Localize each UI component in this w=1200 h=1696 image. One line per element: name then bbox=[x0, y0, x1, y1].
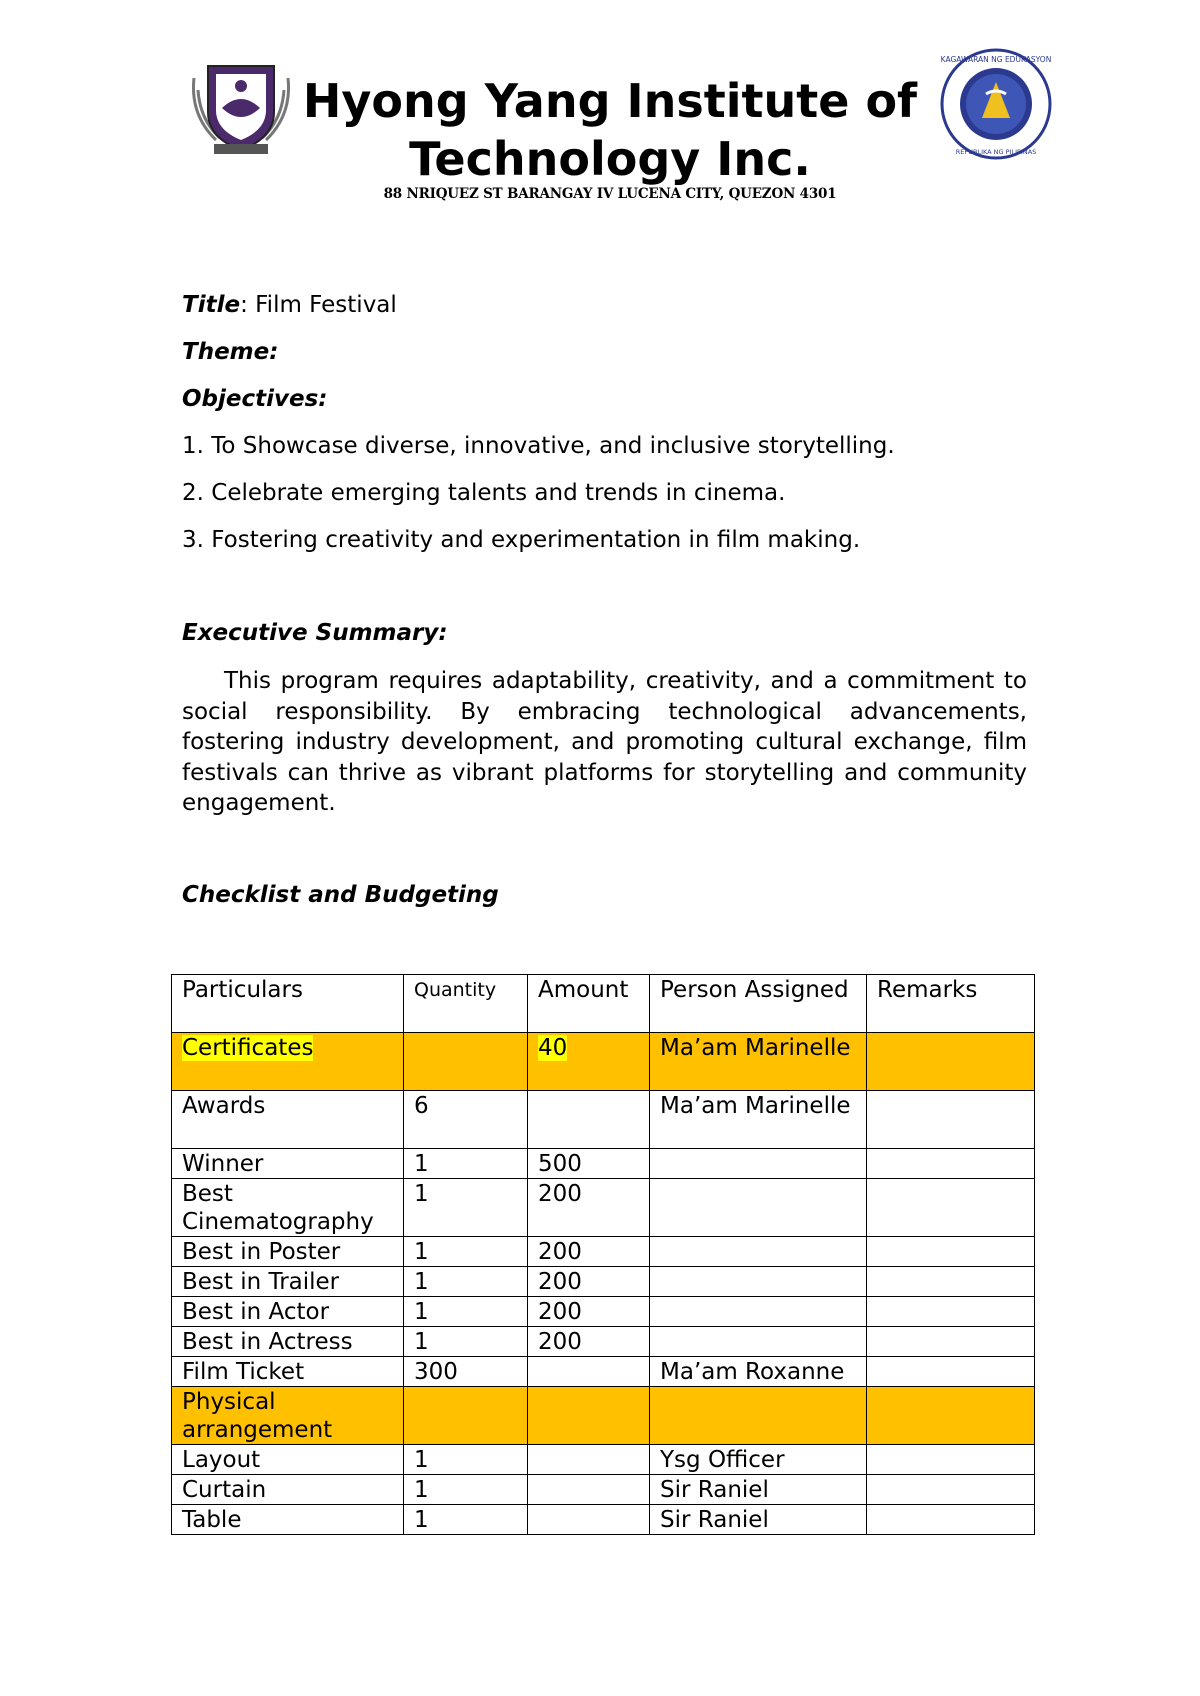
cell-quantity bbox=[404, 1033, 528, 1091]
checklist-budget-table bbox=[171, 974, 1035, 1535]
table-row bbox=[172, 1237, 1035, 1267]
cell-amount: 500 bbox=[528, 1149, 650, 1179]
cell-amount bbox=[528, 1445, 650, 1475]
header-person-assigned: Person Assigned bbox=[650, 975, 867, 1033]
executive-summary-text: This program requires adaptability, creativity, and a commitment to social responsibility. By embracing technological advancements, fostering industry development, and promoting cultural exchange, film festivals can thrive as vibrant platforms for storytelling and community engagement. bbox=[182, 668, 1027, 816]
objectives-label: Objectives: bbox=[182, 386, 328, 412]
cell-remarks bbox=[867, 1505, 1035, 1535]
cell-particular: Certificates bbox=[182, 1035, 314, 1061]
cell-remarks bbox=[867, 1179, 1035, 1237]
cell-amount bbox=[528, 1505, 650, 1535]
title-line bbox=[182, 290, 397, 320]
table-row bbox=[172, 1327, 1035, 1357]
cell-quantity: 1 bbox=[404, 1267, 528, 1297]
cell-remarks bbox=[867, 1237, 1035, 1267]
table-row bbox=[172, 1267, 1035, 1297]
cell-particular: Curtain bbox=[172, 1475, 404, 1505]
cell-remarks bbox=[867, 1267, 1035, 1297]
cell-particular: Best in Poster bbox=[172, 1237, 404, 1267]
title-label: Title bbox=[182, 292, 241, 318]
cell-quantity: 1 bbox=[404, 1297, 528, 1327]
table-row bbox=[172, 1475, 1035, 1505]
cell-amount bbox=[528, 1387, 650, 1445]
header-particulars: Particulars bbox=[172, 975, 404, 1033]
cell-quantity: 1 bbox=[404, 1505, 528, 1535]
cell-quantity: 1 bbox=[404, 1445, 528, 1475]
table-row bbox=[172, 1505, 1035, 1535]
cell-particular: Best in Actor bbox=[172, 1297, 404, 1327]
cell-person: Sir Raniel bbox=[650, 1475, 867, 1505]
cell-amount bbox=[528, 1091, 650, 1149]
cell-person: Ma’am Marinelle bbox=[650, 1091, 867, 1149]
cell-amount: 40 bbox=[538, 1035, 568, 1061]
cell-quantity: 1 bbox=[404, 1179, 528, 1237]
institution-name bbox=[230, 72, 990, 188]
table-row bbox=[172, 1445, 1035, 1475]
institution-name-line1: Hyong Yang Institute of bbox=[302, 74, 918, 128]
cell-person: Sir Raniel bbox=[650, 1505, 867, 1535]
cell-amount bbox=[528, 1357, 650, 1387]
cell-amount: 200 bbox=[528, 1327, 650, 1357]
cell-amount bbox=[528, 1475, 650, 1505]
cell-remarks bbox=[867, 1445, 1035, 1475]
cell-quantity: 300 bbox=[404, 1357, 528, 1387]
cell-person bbox=[650, 1327, 867, 1357]
cell-particular: Physical arrangement bbox=[172, 1387, 404, 1445]
cell-remarks bbox=[867, 1149, 1035, 1179]
cell-amount: 200 bbox=[528, 1237, 650, 1267]
cell-remarks bbox=[867, 1033, 1035, 1091]
cell-person bbox=[650, 1179, 867, 1237]
cell-particular: Best in Actress bbox=[172, 1327, 404, 1357]
cell-quantity: 1 bbox=[404, 1327, 528, 1357]
cell-quantity: 1 bbox=[404, 1149, 528, 1179]
cell-quantity: 1 bbox=[404, 1237, 528, 1267]
seal-top-text: KAGAWARAN NG EDUKASYON bbox=[940, 55, 1052, 64]
cell-person: Ma’am Marinelle bbox=[650, 1033, 867, 1091]
cell-quantity: 6 bbox=[404, 1091, 528, 1149]
table-row bbox=[172, 1387, 1035, 1445]
objective-item-2: 2. Celebrate emerging talents and trends in cinema. bbox=[182, 480, 786, 506]
title-value: : Film Festival bbox=[240, 292, 397, 318]
cell-remarks bbox=[867, 1327, 1035, 1357]
cell-particular: Best in Trailer bbox=[172, 1267, 404, 1297]
cell-particular: Awards bbox=[172, 1091, 404, 1149]
cell-amount: 200 bbox=[528, 1297, 650, 1327]
cell-amount: 200 bbox=[528, 1267, 650, 1297]
cell-person bbox=[650, 1237, 867, 1267]
institution-address: 88 NRIQUEZ ST BARANGAY IV LUCENA CITY, QUEZON 4301 bbox=[383, 186, 837, 202]
cell-particular: Layout bbox=[172, 1445, 404, 1475]
table-row bbox=[172, 1149, 1035, 1179]
cell-person: Ma’am Roxanne bbox=[650, 1357, 867, 1387]
table-row bbox=[172, 1297, 1035, 1327]
checklist-label: Checklist and Budgeting bbox=[182, 882, 499, 908]
institution-name-line2: Technology Inc. bbox=[409, 132, 811, 186]
objective-item-1: 1. To Showcase diverse, innovative, and inclusive storytelling. bbox=[182, 433, 895, 459]
table-row bbox=[172, 1033, 1035, 1091]
header-amount: Amount bbox=[528, 975, 650, 1033]
cell-remarks bbox=[867, 1091, 1035, 1149]
cell-particular: Film Ticket bbox=[172, 1357, 404, 1387]
seal-bottom-text: REPUBLIKA NG PILIPINAS bbox=[955, 148, 1037, 156]
cell-person bbox=[650, 1267, 867, 1297]
cell-remarks bbox=[867, 1387, 1035, 1445]
header-remarks: Remarks bbox=[867, 975, 1035, 1033]
cell-remarks bbox=[867, 1475, 1035, 1505]
cell-person bbox=[650, 1149, 867, 1179]
table-row bbox=[172, 1091, 1035, 1149]
cell-particular: Table bbox=[172, 1505, 404, 1535]
cell-quantity: 1 bbox=[404, 1475, 528, 1505]
table-row bbox=[172, 1357, 1035, 1387]
cell-person bbox=[650, 1387, 867, 1445]
objective-item-3: 3. Fostering creativity and experimentation in film making. bbox=[182, 527, 861, 553]
table-row bbox=[172, 1179, 1035, 1237]
cell-remarks bbox=[867, 1357, 1035, 1387]
cell-particular: Winner bbox=[172, 1149, 404, 1179]
cell-person: Ysg Officer bbox=[650, 1445, 867, 1475]
cell-amount: 200 bbox=[528, 1179, 650, 1237]
table-header-row bbox=[172, 975, 1035, 1033]
theme-label: Theme: bbox=[182, 339, 279, 365]
cell-particular: Best Cinematography bbox=[172, 1179, 404, 1237]
cell-remarks bbox=[867, 1297, 1035, 1327]
header-quantity: Quantity bbox=[404, 975, 528, 1033]
executive-summary-label: Executive Summary: bbox=[182, 620, 448, 646]
cell-quantity bbox=[404, 1387, 528, 1445]
cell-person bbox=[650, 1297, 867, 1327]
